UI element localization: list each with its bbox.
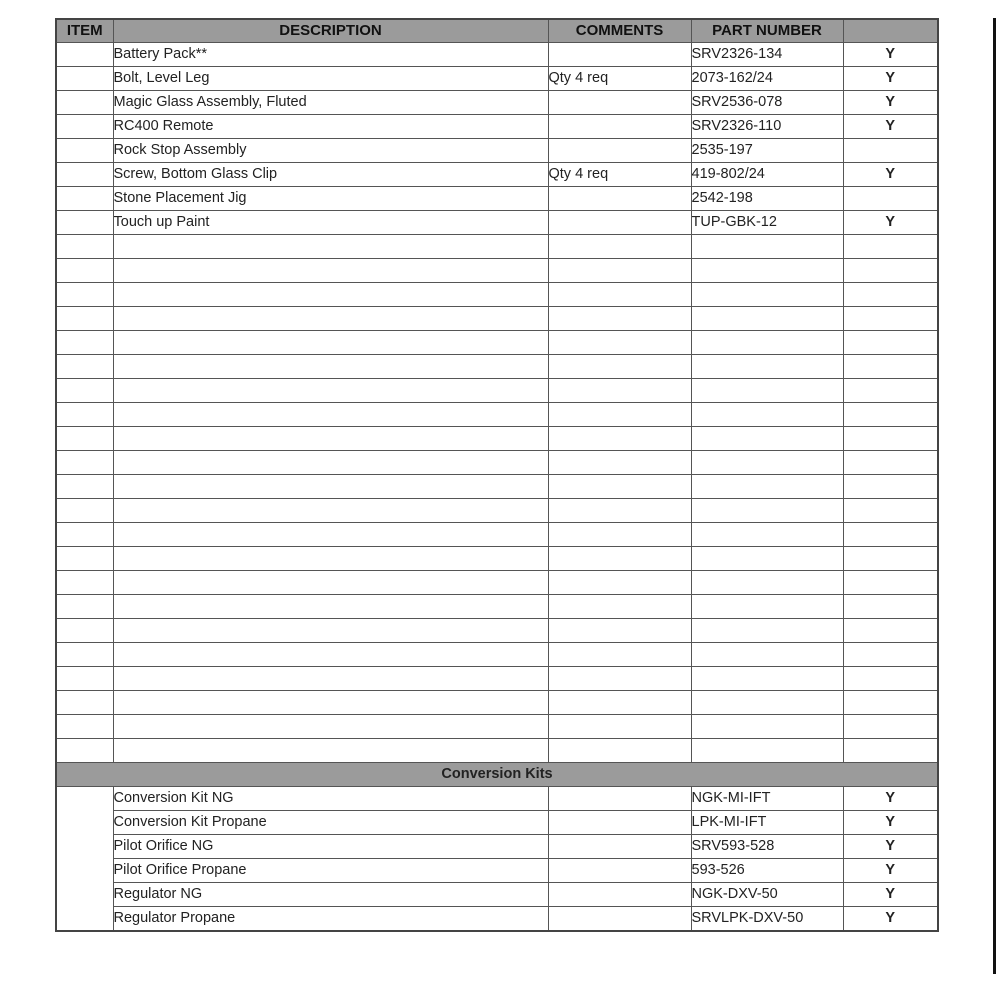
- flag-cell: Y: [843, 115, 938, 139]
- flag-cell: Y: [843, 67, 938, 91]
- description-cell: Pilot Orifice Propane: [113, 859, 548, 883]
- item-cell: [56, 331, 113, 355]
- comments-cell: [548, 739, 691, 763]
- comments-cell: [548, 907, 691, 932]
- item-cell: [56, 523, 113, 547]
- description-cell: [113, 667, 548, 691]
- flag-cell: [843, 547, 938, 571]
- flag-cell: Y: [843, 91, 938, 115]
- item-cell: [56, 283, 113, 307]
- section-title: Conversion Kits: [56, 763, 938, 787]
- item-cell: [56, 571, 113, 595]
- item-cell: [56, 43, 113, 67]
- comments-cell: [548, 691, 691, 715]
- flag-cell: Y: [843, 43, 938, 67]
- description-cell: [113, 379, 548, 403]
- comments-cell: [548, 619, 691, 643]
- header-comments: COMMENTS: [548, 19, 691, 43]
- part-number-cell: LPK-MI-IFT: [691, 811, 843, 835]
- flag-cell: [843, 427, 938, 451]
- description-cell: Touch up Paint: [113, 211, 548, 235]
- item-cell: [56, 211, 113, 235]
- table-row: [56, 43, 938, 67]
- flag-cell: Y: [843, 811, 938, 835]
- description-cell: [113, 259, 548, 283]
- description-cell: Regulator NG: [113, 883, 548, 907]
- table-row: [56, 883, 938, 907]
- comments-cell: [548, 211, 691, 235]
- comments-cell: [548, 787, 691, 811]
- description-cell: [113, 739, 548, 763]
- part-number-cell: [691, 475, 843, 499]
- comments-cell: Qty 4 req: [548, 163, 691, 187]
- comments-cell: [548, 835, 691, 859]
- comments-cell: [548, 547, 691, 571]
- comments-cell: [548, 43, 691, 67]
- empty-row: [56, 691, 938, 715]
- table-row: [56, 811, 938, 835]
- description-cell: [113, 499, 548, 523]
- part-number-cell: [691, 307, 843, 331]
- item-cell: [56, 547, 113, 571]
- comments-cell: [548, 475, 691, 499]
- comments-cell: [548, 883, 691, 907]
- description-cell: RC400 Remote: [113, 115, 548, 139]
- table-row: [56, 187, 938, 211]
- header-part-number: PART NUMBER: [691, 19, 843, 43]
- table-row: [56, 163, 938, 187]
- comments-cell: [548, 139, 691, 163]
- flag-cell: [843, 331, 938, 355]
- part-number-cell: [691, 643, 843, 667]
- flag-cell: [843, 139, 938, 163]
- item-cell: [56, 307, 113, 331]
- part-number-cell: TUP-GBK-12: [691, 211, 843, 235]
- flag-cell: [843, 235, 938, 259]
- comments-cell: [548, 595, 691, 619]
- part-number-cell: [691, 691, 843, 715]
- comments-cell: [548, 643, 691, 667]
- comments-cell: [548, 379, 691, 403]
- description-cell: Conversion Kit NG: [113, 787, 548, 811]
- part-number-cell: [691, 739, 843, 763]
- flag-cell: Y: [843, 163, 938, 187]
- item-cell: [56, 595, 113, 619]
- description-cell: Magic Glass Assembly, Fluted: [113, 91, 548, 115]
- flag-cell: Y: [843, 835, 938, 859]
- part-number-cell: [691, 667, 843, 691]
- flag-cell: [843, 307, 938, 331]
- description-cell: Conversion Kit Propane: [113, 811, 548, 835]
- empty-row: [56, 523, 938, 547]
- comments-cell: [548, 427, 691, 451]
- comments-cell: [548, 259, 691, 283]
- part-number-cell: [691, 403, 843, 427]
- part-number-cell: [691, 259, 843, 283]
- description-cell: [113, 355, 548, 379]
- item-cell: [56, 691, 113, 715]
- header-description: DESCRIPTION: [113, 19, 548, 43]
- empty-row: [56, 715, 938, 739]
- description-cell: [113, 283, 548, 307]
- empty-row: [56, 403, 938, 427]
- table-row: [56, 139, 938, 163]
- description-cell: Pilot Orifice NG: [113, 835, 548, 859]
- section-header-row: [56, 763, 938, 787]
- part-number-cell: SRV2326-134: [691, 43, 843, 67]
- description-cell: [113, 619, 548, 643]
- description-cell: [113, 307, 548, 331]
- flag-cell: [843, 283, 938, 307]
- empty-row: [56, 643, 938, 667]
- flag-cell: [843, 643, 938, 667]
- part-number-cell: [691, 595, 843, 619]
- item-cell: [56, 115, 113, 139]
- parts-list-table: [55, 18, 939, 932]
- item-cell: [56, 643, 113, 667]
- empty-row: [56, 595, 938, 619]
- table-row: [56, 907, 938, 932]
- comments-cell: [548, 403, 691, 427]
- flag-cell: [843, 715, 938, 739]
- description-cell: Regulator Propane: [113, 907, 548, 932]
- part-number-cell: [691, 619, 843, 643]
- description-cell: [113, 403, 548, 427]
- part-number-cell: SRV593-528: [691, 835, 843, 859]
- description-cell: [113, 331, 548, 355]
- empty-row: [56, 475, 938, 499]
- description-cell: [113, 475, 548, 499]
- item-cell: [56, 67, 113, 91]
- part-number-cell: SRV2536-078: [691, 91, 843, 115]
- description-cell: [113, 595, 548, 619]
- part-number-cell: SRV2326-110: [691, 115, 843, 139]
- item-cell: [56, 355, 113, 379]
- empty-row: [56, 379, 938, 403]
- flag-cell: [843, 619, 938, 643]
- comments-cell: [548, 115, 691, 139]
- header-row: [56, 19, 938, 43]
- empty-row: [56, 619, 938, 643]
- part-number-cell: NGK-DXV-50: [691, 883, 843, 907]
- flag-cell: [843, 571, 938, 595]
- header-item: ITEM: [56, 19, 113, 43]
- flag-cell: Y: [843, 787, 938, 811]
- flag-cell: [843, 739, 938, 763]
- flag-cell: [843, 451, 938, 475]
- description-cell: Screw, Bottom Glass Clip: [113, 163, 548, 187]
- item-cell: [56, 403, 113, 427]
- empty-row: [56, 307, 938, 331]
- comments-cell: [548, 451, 691, 475]
- comments-cell: [548, 811, 691, 835]
- flag-cell: Y: [843, 883, 938, 907]
- item-cell: [56, 451, 113, 475]
- item-cell: [56, 91, 113, 115]
- comments-cell: [548, 91, 691, 115]
- description-cell: Battery Pack**: [113, 43, 548, 67]
- comments-cell: [548, 715, 691, 739]
- description-cell: [113, 523, 548, 547]
- comments-cell: Qty 4 req: [548, 67, 691, 91]
- part-number-cell: NGK-MI-IFT: [691, 787, 843, 811]
- item-cell: [56, 475, 113, 499]
- part-number-cell: [691, 235, 843, 259]
- part-number-cell: 2542-198: [691, 187, 843, 211]
- part-number-cell: [691, 427, 843, 451]
- flag-cell: [843, 499, 938, 523]
- description-cell: Rock Stop Assembly: [113, 139, 548, 163]
- page-edge-rule: [993, 18, 996, 974]
- flag-cell: [843, 355, 938, 379]
- description-cell: [113, 715, 548, 739]
- comments-cell: [548, 307, 691, 331]
- flag-cell: [843, 403, 938, 427]
- item-cell: [56, 379, 113, 403]
- part-number-cell: [691, 283, 843, 307]
- item-cell: [56, 139, 113, 163]
- description-cell: Stone Placement Jig: [113, 187, 548, 211]
- header-flag: [843, 19, 938, 43]
- flag-cell: [843, 523, 938, 547]
- empty-row: [56, 667, 938, 691]
- description-cell: Bolt, Level Leg: [113, 67, 548, 91]
- empty-row: [56, 283, 938, 307]
- description-cell: [113, 235, 548, 259]
- part-number-cell: 2535-197: [691, 139, 843, 163]
- item-cell: [56, 667, 113, 691]
- empty-row: [56, 739, 938, 763]
- flag-cell: Y: [843, 907, 938, 932]
- part-number-cell: [691, 355, 843, 379]
- flag-cell: [843, 379, 938, 403]
- item-cell: [56, 499, 113, 523]
- item-cell: [56, 427, 113, 451]
- part-number-cell: [691, 451, 843, 475]
- part-number-cell: [691, 571, 843, 595]
- empty-row: [56, 331, 938, 355]
- empty-row: [56, 451, 938, 475]
- part-number-cell: 593-526: [691, 859, 843, 883]
- item-cell: [56, 715, 113, 739]
- description-cell: [113, 427, 548, 451]
- item-cell: [56, 163, 113, 187]
- part-number-cell: [691, 379, 843, 403]
- table-header: [56, 19, 938, 43]
- item-cell: [56, 235, 113, 259]
- flag-cell: [843, 187, 938, 211]
- table-row: [56, 859, 938, 883]
- empty-row: [56, 427, 938, 451]
- empty-row: [56, 547, 938, 571]
- flag-cell: Y: [843, 859, 938, 883]
- comments-cell: [548, 235, 691, 259]
- flag-cell: [843, 667, 938, 691]
- flag-cell: [843, 475, 938, 499]
- description-cell: [113, 547, 548, 571]
- table-row: [56, 835, 938, 859]
- comments-cell: [548, 283, 691, 307]
- empty-row: [56, 235, 938, 259]
- item-cell: [56, 739, 113, 763]
- part-number-cell: 419-802/24: [691, 163, 843, 187]
- item-cell: [56, 259, 113, 283]
- part-number-cell: [691, 547, 843, 571]
- table-row: [56, 115, 938, 139]
- comments-cell: [548, 355, 691, 379]
- part-number-cell: [691, 523, 843, 547]
- comments-cell: [548, 667, 691, 691]
- table-row: [56, 211, 938, 235]
- description-cell: [113, 451, 548, 475]
- table-row: [56, 91, 938, 115]
- part-number-cell: [691, 331, 843, 355]
- comments-cell: [548, 571, 691, 595]
- empty-row: [56, 355, 938, 379]
- comments-cell: [548, 331, 691, 355]
- item-cell: [56, 787, 113, 932]
- comments-cell: [548, 523, 691, 547]
- description-cell: [113, 691, 548, 715]
- flag-cell: Y: [843, 211, 938, 235]
- item-cell: [56, 619, 113, 643]
- flag-cell: [843, 259, 938, 283]
- flag-cell: [843, 691, 938, 715]
- part-number-cell: [691, 715, 843, 739]
- flag-cell: [843, 595, 938, 619]
- comments-cell: [548, 859, 691, 883]
- parts-body: [56, 43, 938, 932]
- table-row: [56, 787, 938, 811]
- empty-row: [56, 571, 938, 595]
- description-cell: [113, 643, 548, 667]
- empty-row: [56, 259, 938, 283]
- part-number-cell: 2073-162/24: [691, 67, 843, 91]
- empty-row: [56, 499, 938, 523]
- table-row: [56, 67, 938, 91]
- description-cell: [113, 571, 548, 595]
- item-cell: [56, 187, 113, 211]
- comments-cell: [548, 187, 691, 211]
- comments-cell: [548, 499, 691, 523]
- part-number-cell: [691, 499, 843, 523]
- part-number-cell: SRVLPK-DXV-50: [691, 907, 843, 932]
